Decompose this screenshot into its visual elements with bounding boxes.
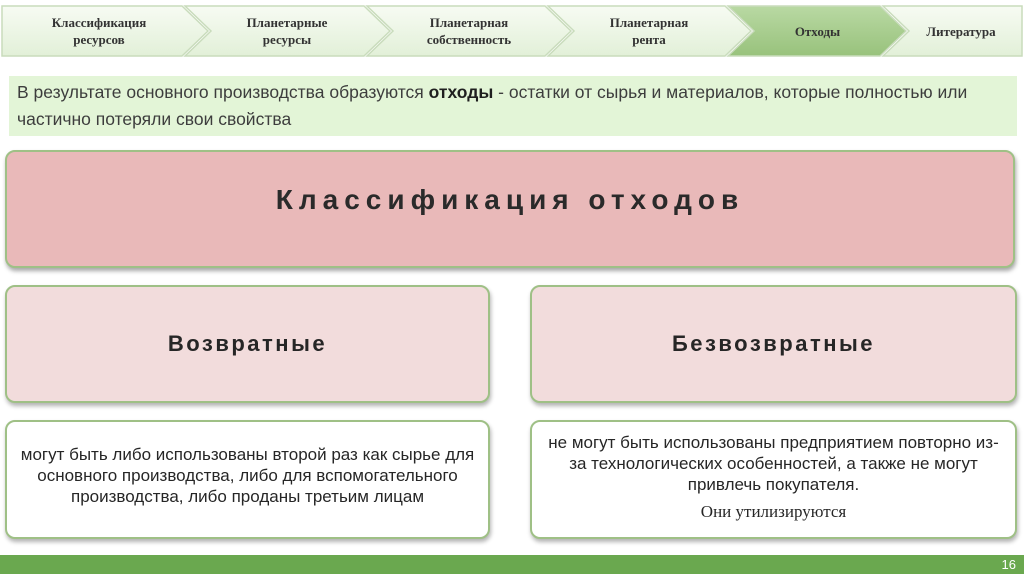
category-returnable-box xyxy=(5,285,490,403)
footer-bar xyxy=(0,555,1024,574)
nonreturnable-description: не могут быть использованы предприятием повторно из-за технологических особенностей, а также не могут привлечь покупателя. xyxy=(548,432,999,494)
category-nonreturnable-label: Безвозвратные xyxy=(671,331,876,356)
classification-title-box xyxy=(5,150,1015,268)
intro-text xyxy=(9,76,1017,136)
nav-tab-classification-of-resources[interactable]: Классификация ресурсов xyxy=(51,15,147,47)
nav-tab-planetary-rent[interactable]: Планетарная рента xyxy=(609,15,689,47)
returnable-description-box xyxy=(5,420,490,539)
nav-tab-waste[interactable]: Отходы xyxy=(794,23,841,39)
page-number: 16 xyxy=(1001,557,1016,572)
category-nonreturnable-box xyxy=(530,285,1017,403)
intro-bold-term: отходы xyxy=(428,82,494,102)
returnable-description: могут быть либо использованы второй раз как сырье для основного производства, либо для вспомогательного производства, либо проданы третьим лицам xyxy=(20,445,475,506)
top-navigation xyxy=(0,0,1024,62)
nav-tab-planetary-property[interactable]: Планетарная собственность xyxy=(426,15,512,47)
nonreturnable-description-box xyxy=(530,420,1017,539)
category-returnable-label: Возвратные xyxy=(167,331,328,356)
nonreturnable-disposal-note: Они утилизируются xyxy=(700,501,847,521)
nav-tab-planetary-resources[interactable]: Планетарные ресурсы xyxy=(246,15,328,47)
classification-title: Классификация отходов xyxy=(275,184,745,215)
intro-text-start: В результате основного производства образуются xyxy=(17,82,429,102)
nav-tab-literature[interactable]: Литература xyxy=(926,23,996,39)
intro-text-end: - остатки от сырья и материалов, которые полностью или частично потеряли свои свойства xyxy=(17,82,968,129)
